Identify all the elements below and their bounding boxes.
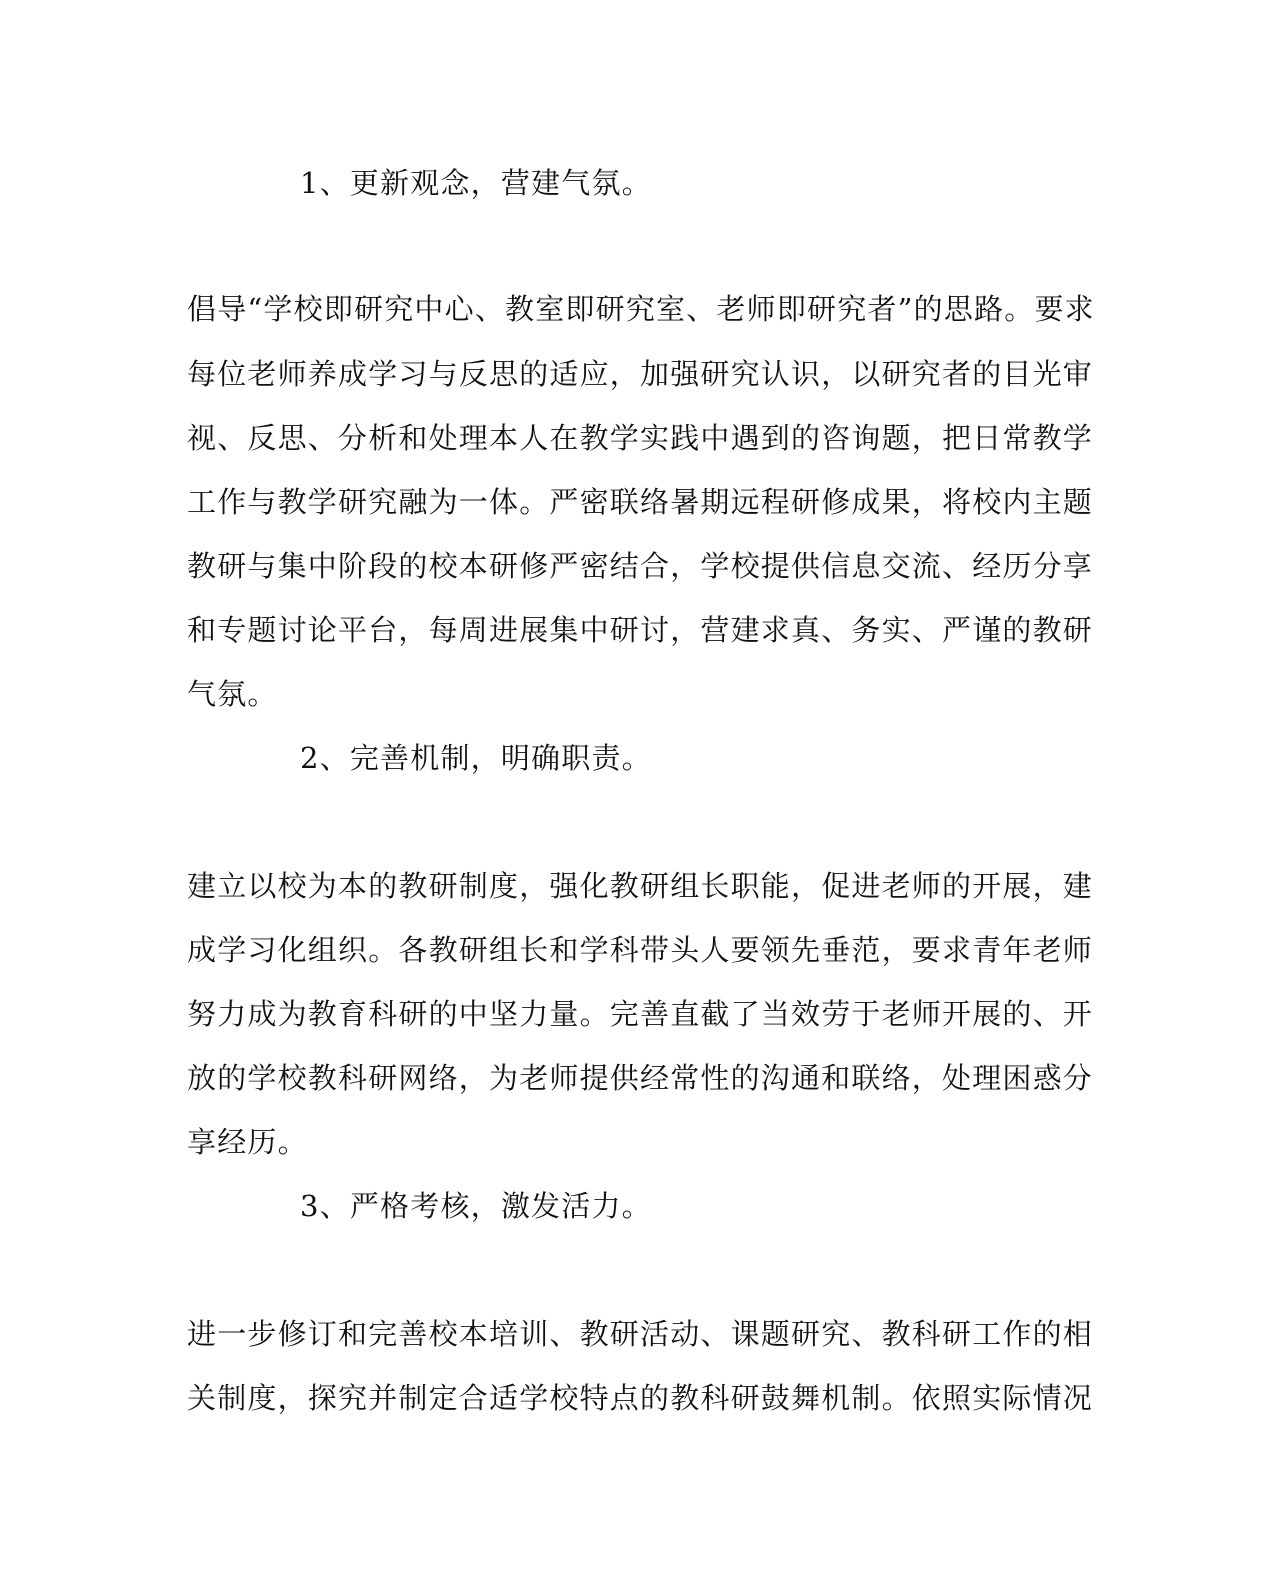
- paragraph-line: 进一步修订和完善校本培训、教研活动、课题研究、教科研工作的相: [187, 1317, 1094, 1351]
- paragraph-line: 努力成为教育科研的中坚力量。完善直截了当效劳于老师开展的、开: [187, 997, 1094, 1031]
- section-heading-2: 2、完善机制，明确职责。: [300, 741, 652, 775]
- paragraph-line: 倡导“学校即研究中心、教室即研究室、老师即研究者”的思路。要求: [187, 292, 1095, 326]
- paragraph-line: 气氛。: [187, 677, 278, 711]
- paragraph-line: 视、反思、分析和处理本人在教学实践中遇到的咨询题，把日常教学: [187, 421, 1094, 455]
- paragraph-line: 教研与集中阶段的校本研修严密结合，学校提供信息交流、经历分享: [187, 549, 1094, 583]
- paragraph-line: 工作与教学研究融为一体。严密联络暑期远程研修成果，将校内主题: [187, 485, 1094, 519]
- paragraph-line: 每位老师养成学习与反思的适应，加强研究认识，以研究者的目光审: [187, 357, 1094, 391]
- paragraph-line: 建立以校为本的教研制度，强化教研组长职能，促进老师的开展，建: [187, 869, 1094, 903]
- section-heading-1: 1、更新观念，营建气氛。: [300, 166, 652, 200]
- paragraph-line: 放的学校教科研网络，为老师提供经常性的沟通和联络，处理困惑分: [187, 1061, 1094, 1095]
- paragraph-line: 关制度，探究并制定合适学校特点的教科研鼓舞机制。依照实际情况: [187, 1381, 1094, 1415]
- paragraph-line: 和专题讨论平台，每周进展集中研讨，营建求真、务实、严谨的教研: [187, 613, 1094, 647]
- paragraph-line: 享经历。: [187, 1125, 308, 1159]
- section-heading-3: 3、严格考核，激发活力。: [300, 1189, 652, 1223]
- paragraph-line: 成学习化组织。各教研组长和学科带头人要领先垂范，要求青年老师: [187, 933, 1094, 967]
